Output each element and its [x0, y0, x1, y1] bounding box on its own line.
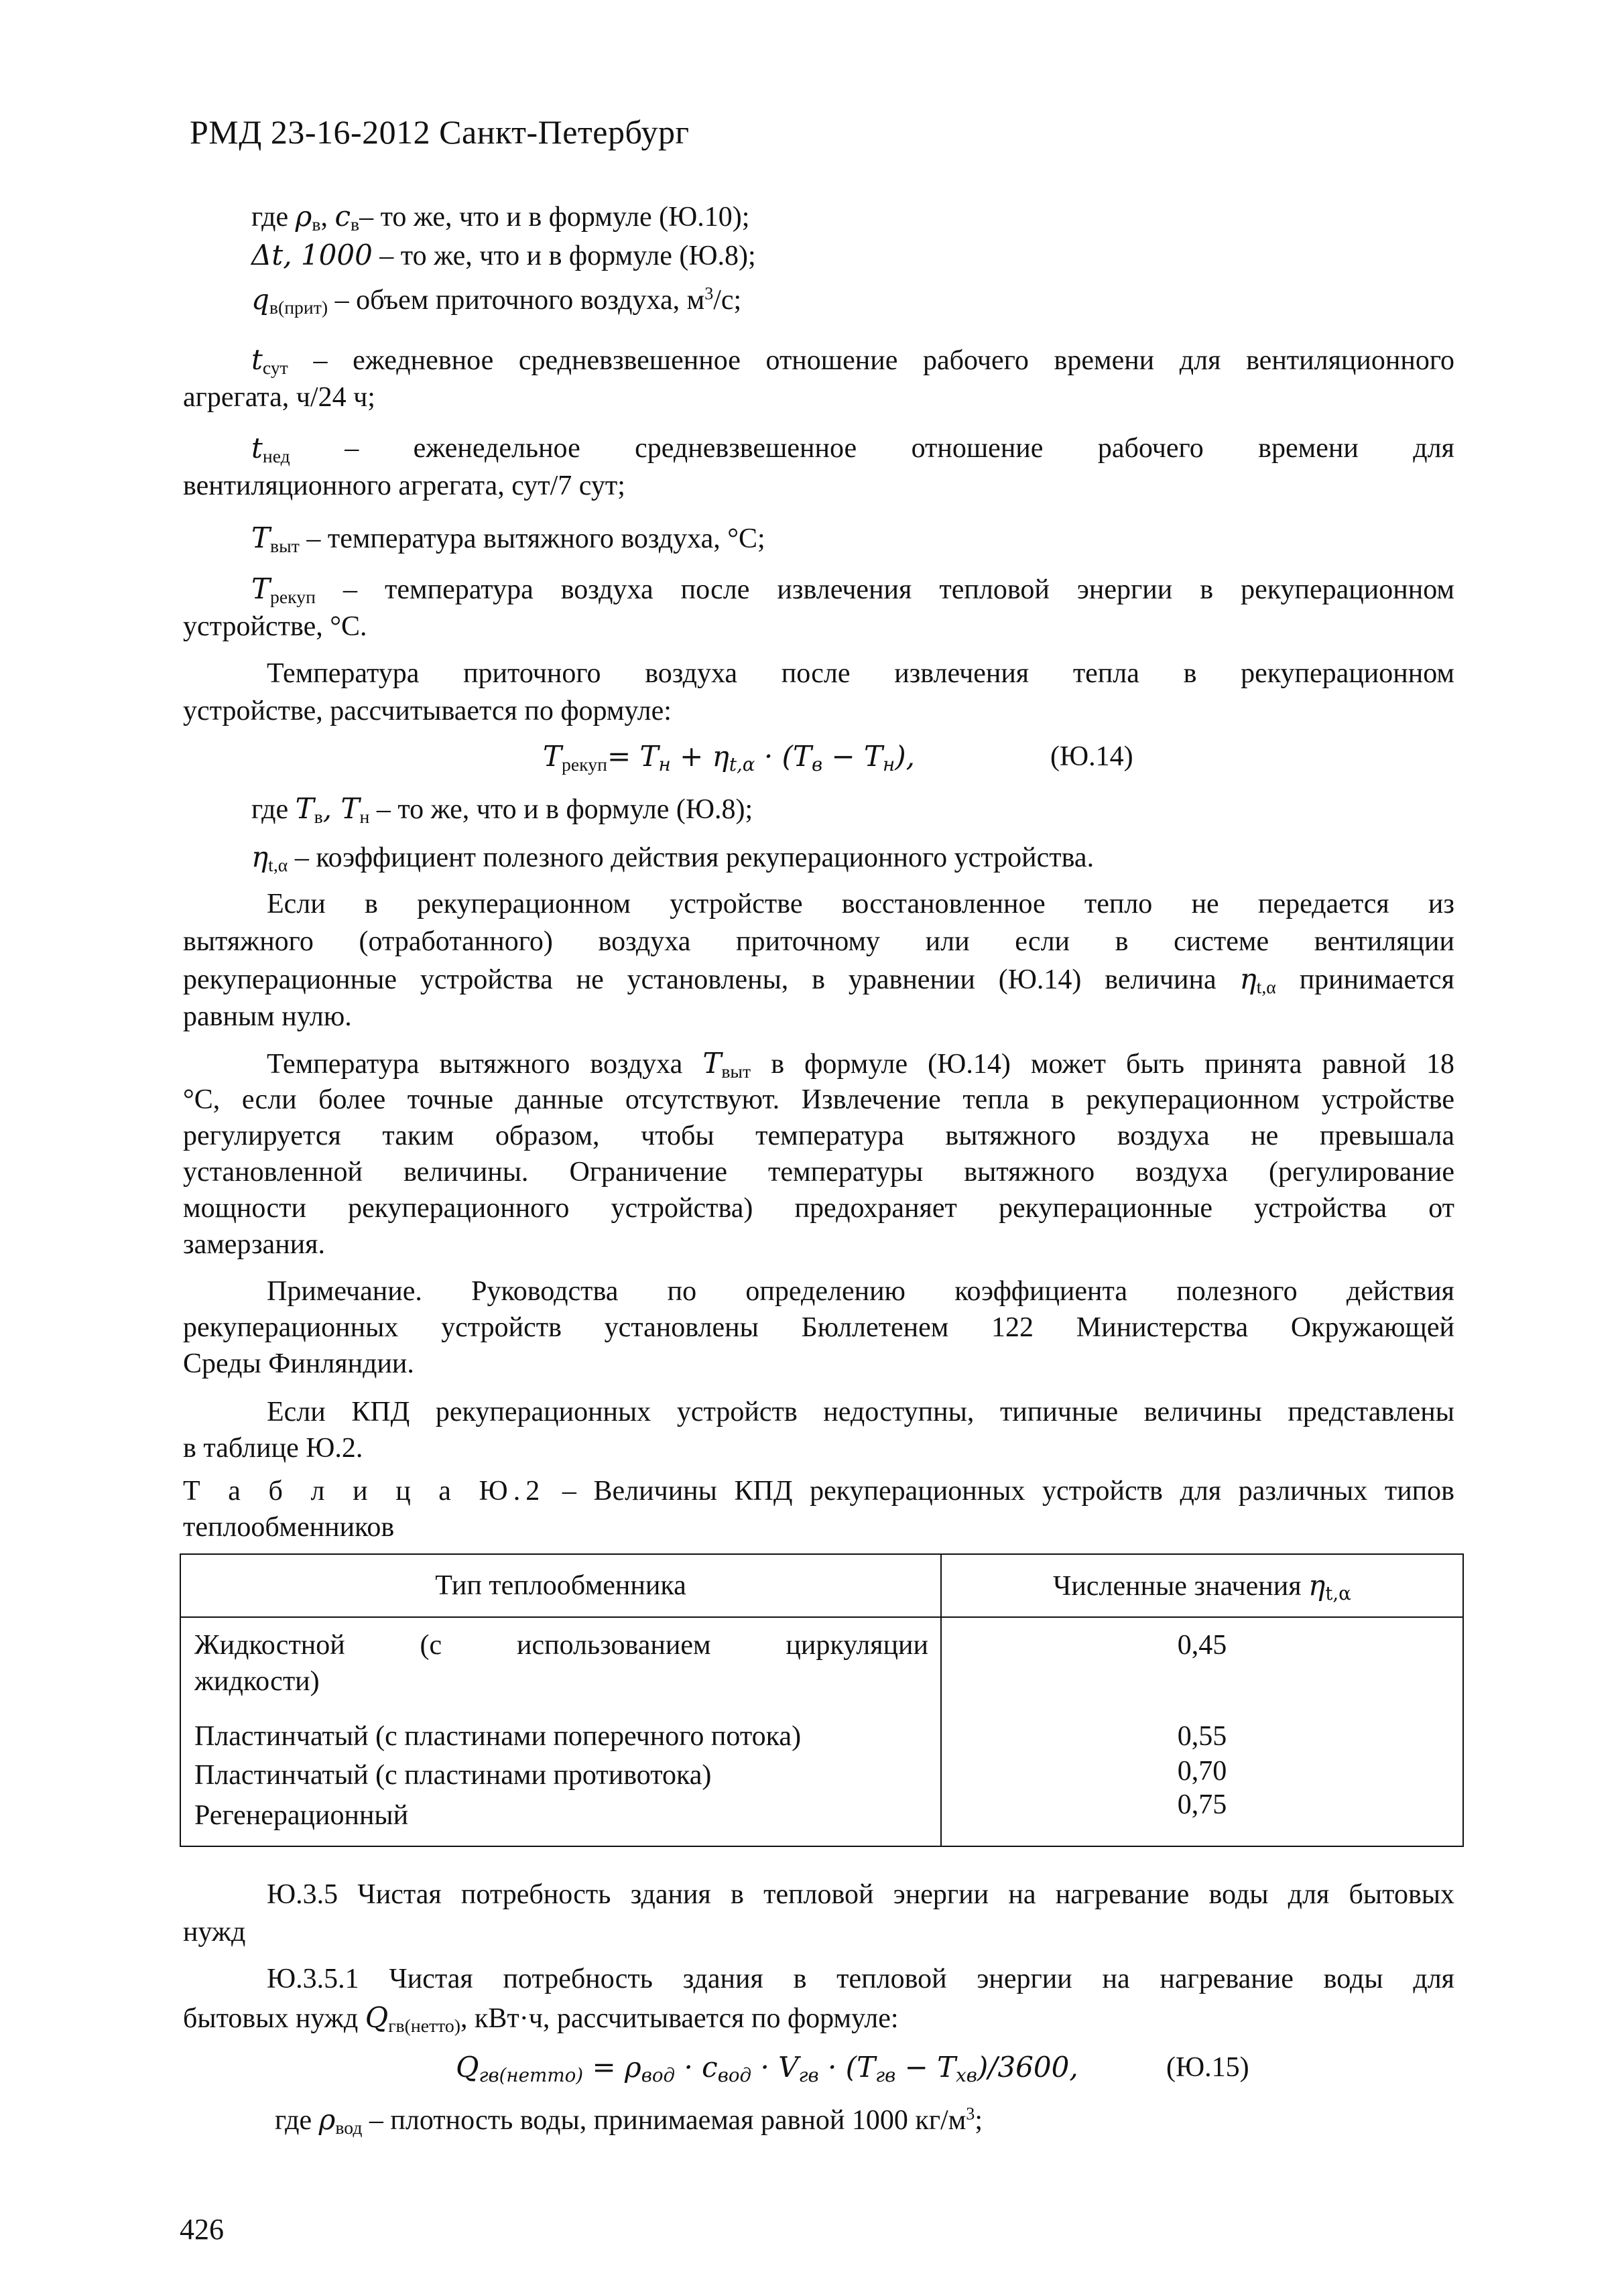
definition-rho-c: где $\rho_в$, $с_в-$ то же, что и в формуле (Ю.10);	[251, 200, 750, 235]
paragraph-supply-temp: Температура приточного воздуха после извлечения тепла в рекуперационном	[267, 658, 1454, 689]
paragraph-exhaust-line6: замерзания.	[183, 1229, 325, 1260]
paragraph-kpd-line1: Если КПД рекуперационных устройств недоступны, типичные величины представлены	[267, 1397, 1454, 1427]
formula-yu14-number: (Ю.14)	[1050, 741, 1133, 772]
definition-t-weekly: $t_{нед}$ – еженедельное средневзвешенное отношение рабочего времени для	[251, 432, 1454, 466]
paragraph-exhaust-line2: °C, если более точные данные отсутствуют. Извлечение тепла в рекуперационном устройстве	[183, 1084, 1454, 1115]
paragraph-if-line2: вытяжного (отработанного) воздуха приточному или если в системе вентиляции	[183, 926, 1454, 957]
paragraph-exhaust-line3: регулируется таким образом, чтобы температура вытяжного воздуха не превышала	[183, 1121, 1454, 1151]
paragraph-exhaust-line4: установленной величины. Ограничение температуры вытяжного воздуха (регулирование	[183, 1157, 1454, 1188]
note-line1: Примечание. Руководства по определению коэффициента полезного действия	[267, 1276, 1454, 1307]
table-row	[180, 1617, 1463, 1846]
section-3551-line1: Ю.3.5.1 Чистая потребность здания в тепловой энергии на нагревание воды для	[267, 1964, 1454, 1994]
definition-t-recup-cont: устройстве, °C.	[183, 611, 367, 642]
paragraph-kpd-line2: в таблице Ю.2.	[183, 1433, 363, 1464]
note-line2: рекуперационных устройств установлены Бюллетенем 122 Министерства Окружающей	[183, 1312, 1454, 1343]
section-355-line2: нужд	[183, 1917, 246, 1948]
section-3551-line2: бытовых нужд $Q_{гв(нетто)}$, кВт·ч, рассчитывается по формуле:	[183, 2001, 899, 2036]
table-caption-line2: теплообменников	[183, 1512, 395, 1543]
kpd-table	[180, 1553, 1464, 1847]
paragraph-if-line3: рекуперационные устройства не установлены, в уравнении (Ю.14) величина $\eta_{t,\alpha}$ принимается	[183, 962, 1455, 997]
paragraph-supply-temp-cont: устройстве, рассчитывается по формуле:	[183, 696, 672, 726]
formula-yu15: $Q_{гв(нетто)} = \rho_{вод} \cdot c_{вод} \cdot V_{гв} \cdot (T_{гв} - T_{хв})/3600$,	[456, 2051, 1078, 2086]
paragraph-exhaust-line1: Температура вытяжного воздуха $T_{выт}$ в формуле (Ю.14) может быть принята равной 18	[267, 1047, 1454, 1082]
definition-tv-tn: где $T_в$, $T_н$ – то же, что и в формуле (Ю.8);	[251, 792, 753, 827]
definition-delta-t: Δt, 1000 – то же, что и в формуле (Ю.8);	[251, 239, 756, 271]
paragraph-if-line1: Если в рекуперационном устройстве восстановленное тепло не передается из	[267, 889, 1454, 919]
page-number: 426	[180, 2213, 224, 2246]
table-cell-values: 0,45 0,55 0,70 0,75	[941, 1617, 1463, 1846]
definition-rho-water: где $\rho_{вод}$ – плотность воды, принимаемая равной 1000 $кг/м^3$;	[275, 2103, 983, 2138]
section-355-line1: Ю.3.5 Чистая потребность здания в тепловой энергии на нагревание воды для бытовых	[267, 1879, 1454, 1910]
table-cell-types: Жидкостной (с использованием циркуляции жидкости) Пластинчатый (с пластинами поперечного потока) Пластинчатый (с пластинами противотока) Регенерационный	[180, 1617, 941, 1846]
definition-eta: $\eta_{t,\alpha}$ – коэффициент полезного действия рекуперационного устройства.	[251, 840, 1095, 875]
formula-yu15-number: (Ю.15)	[1166, 2052, 1249, 2083]
note-line3: Среды Финляндии.	[183, 1348, 414, 1379]
definition-q-supply: $q_{в(прит)}$ – объем приточного воздуха, $м^3/с$;	[251, 283, 742, 318]
definition-t-daily: $t_{сут}$ – ежедневное средневзвешенное отношение рабочего времени для вентиляционного	[251, 343, 1454, 378]
paragraph-exhaust-line5: мощности рекуперационного устройства) предохраняет рекуперационные устройства от	[183, 1193, 1454, 1224]
table-header-values: Численные значения $\eta_{t,\alpha}$	[941, 1554, 1463, 1617]
definition-t-daily-cont: агрегата, ч/24 ч;	[183, 382, 375, 413]
page-header: РМД 23-16-2012 Санкт-Петербург	[190, 113, 690, 151]
definition-t-weekly-cont: вентиляционного агрегата, сут/7 сут;	[183, 470, 625, 501]
table-header-row	[180, 1554, 1463, 1617]
paragraph-if-line4: равным нулю.	[183, 1001, 352, 1032]
table-caption-line1: Т а б л и ц а Ю.2 – Величины КПД рекуперационных устройств для различных типов	[183, 1476, 1454, 1507]
definition-t-recup: $T_{рекуп}$ – температура воздуха после извлечения тепловой энергии в рекуперационном	[251, 572, 1454, 607]
definition-t-exhaust: $T_{выт}$ – температура вытяжного воздуха, °C;	[251, 521, 765, 556]
table-header-type: Тип теплообменника	[180, 1554, 941, 1617]
formula-yu14: $T_{рекуп}= T_н + \eta_{t,\alpha} \cdot (T_в - T_н)$,	[543, 740, 916, 775]
